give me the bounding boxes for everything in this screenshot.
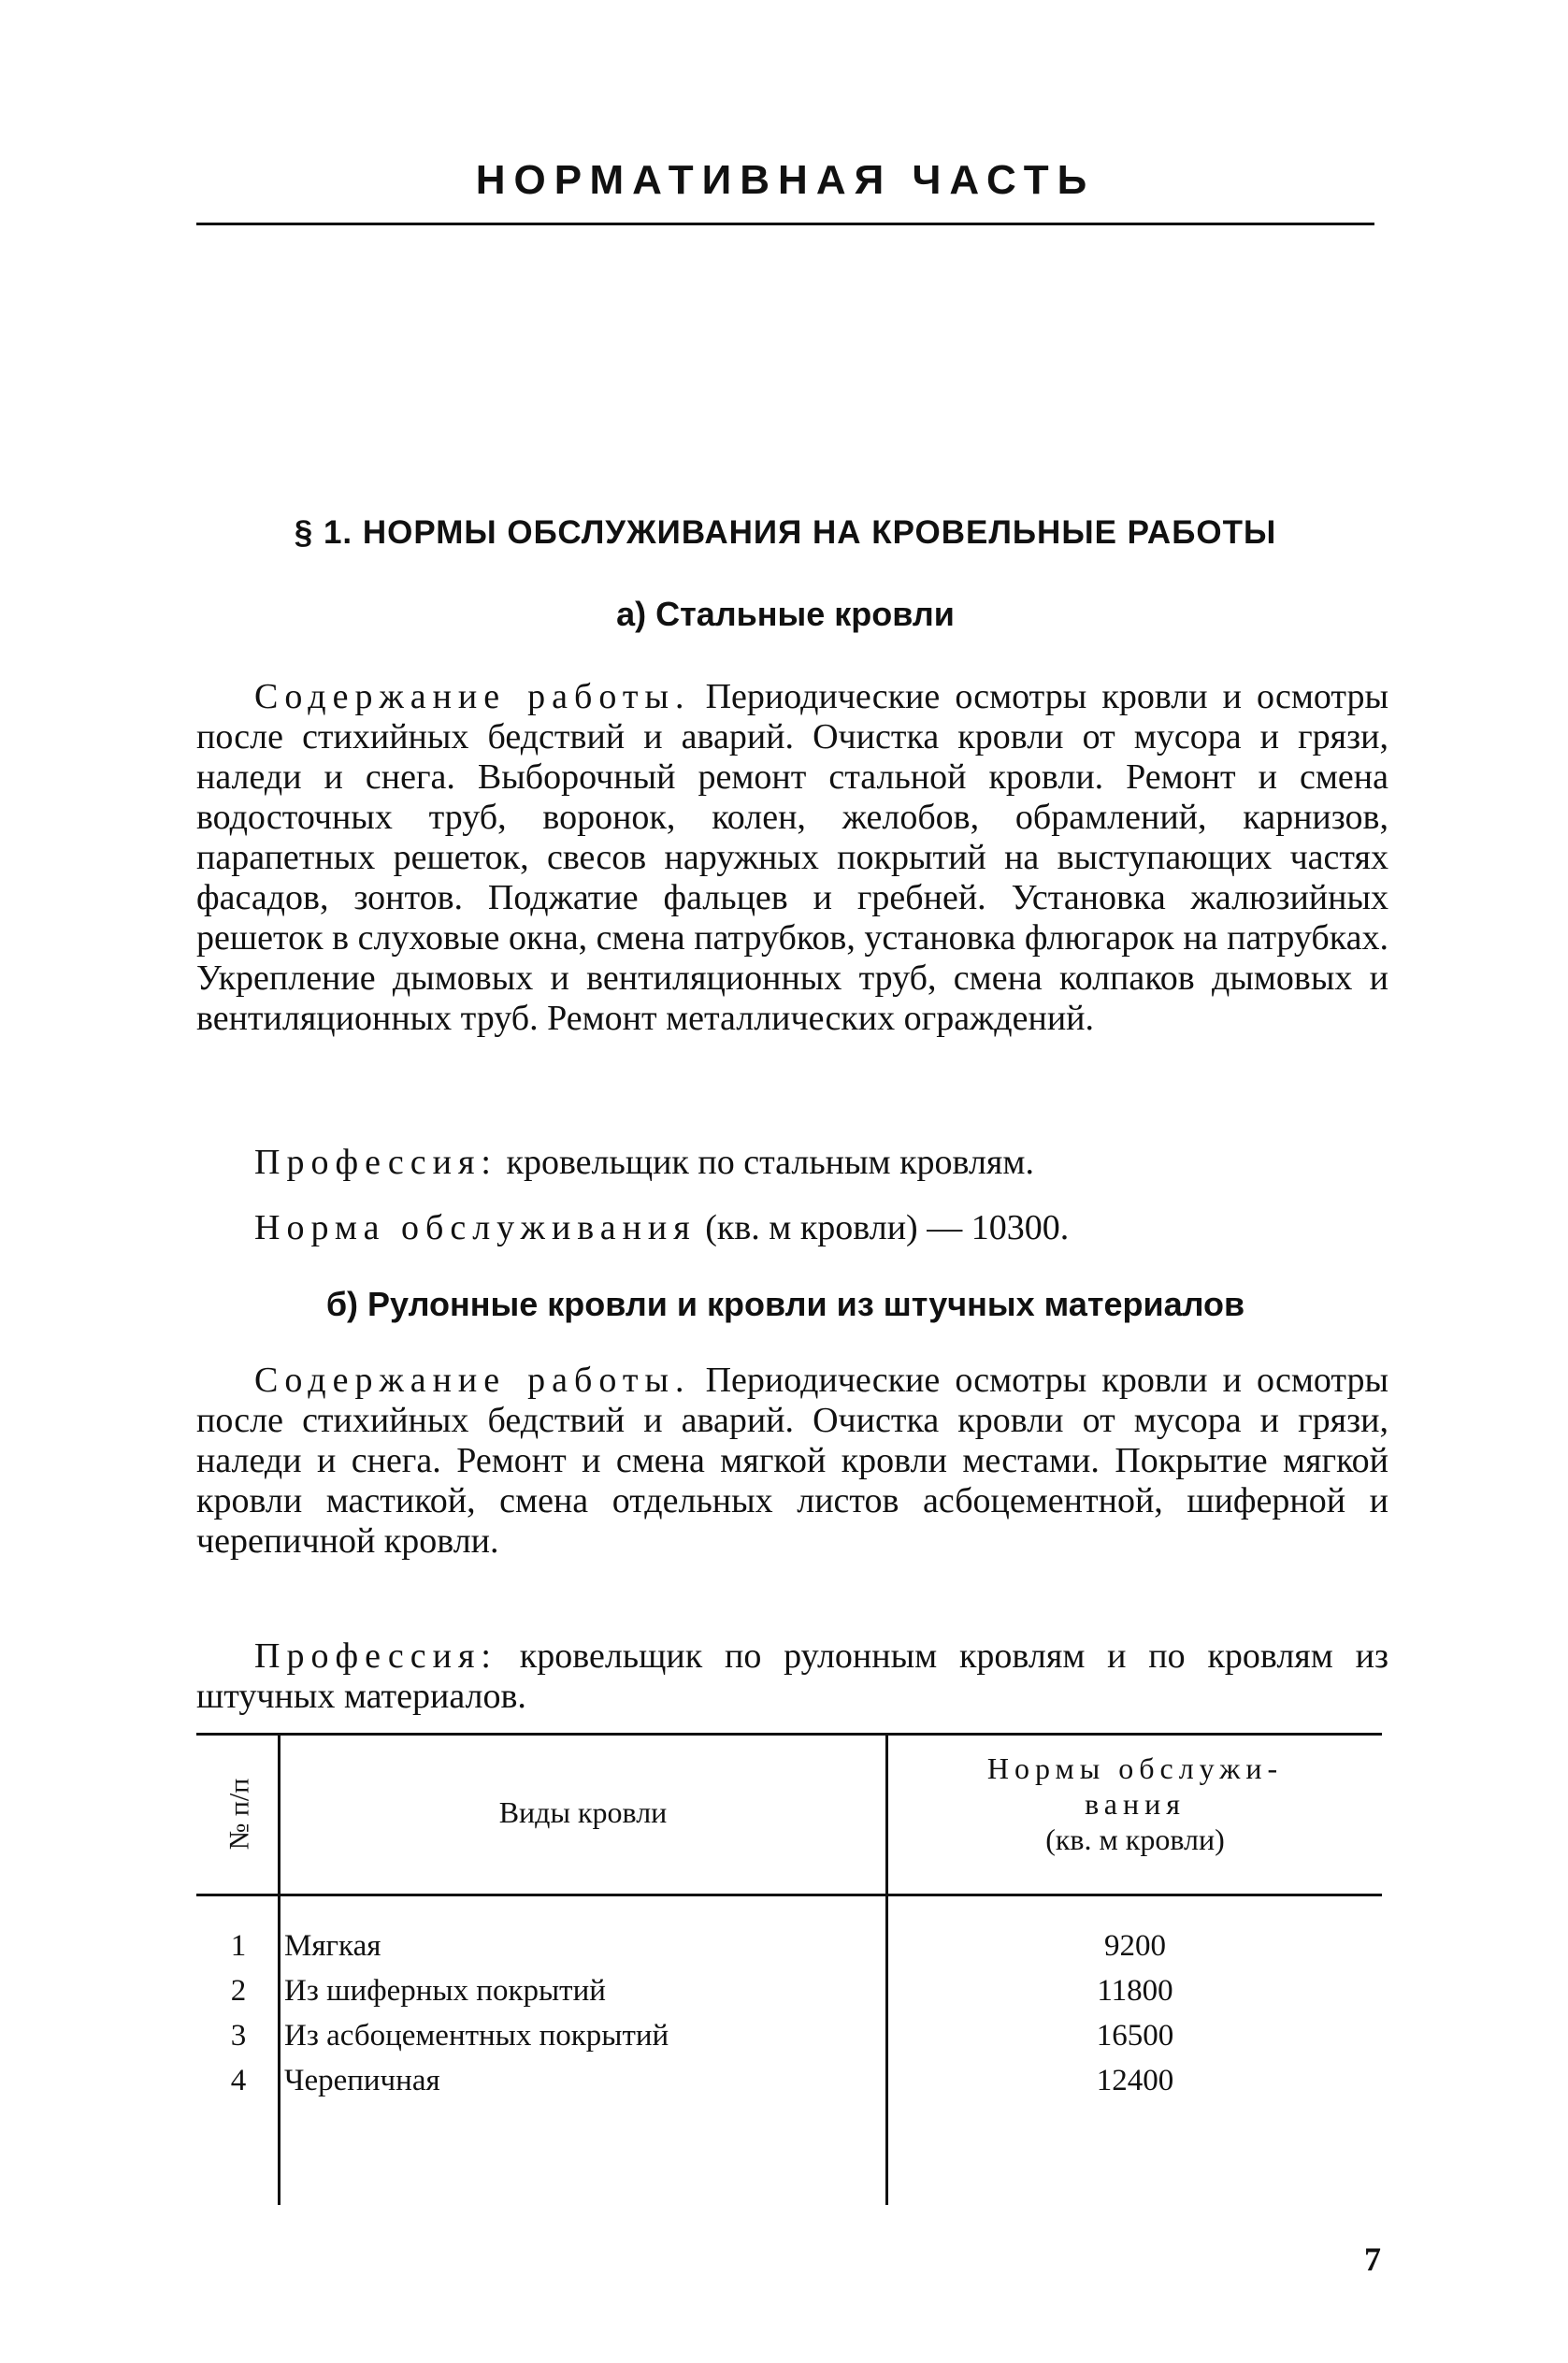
profession-label: Профессия: bbox=[254, 1636, 497, 1676]
table-header-rule bbox=[196, 1894, 1382, 1896]
profession-text: кровельщик по рулонным кровлям и по кровлям из штучных материалов. bbox=[196, 1636, 1388, 1716]
profession-label: Профессия: bbox=[254, 1143, 497, 1182]
row-number: 4 bbox=[230, 2064, 247, 2097]
subsection-a-profession-paragraph bbox=[196, 1143, 1388, 1183]
content-text: Периодические осмотры кровли и осмотры после стихийных бедствий и аварий. Очистка кровли от мусора и грязи, наледи и снега. Выборочный ремонт стальной кровли. Ремонт и смена водосточных труб, воронок, колен, желобов, обрамлений, карнизов, парапетных решеток, свесов наружных покрытий на выступающих частях фасадов, зонтов. Поджатие фальцев и гребней. Установка жалюзийных решеток в слуховые окна, смена патрубков, установка флюгарок на патрубках. Укрепление дымовых и вентиляционных труб, смена колпаков дымовых и вентиляционных труб. Ремонт металлических ограждений. bbox=[196, 677, 1388, 1038]
subsection-b-content-paragraph bbox=[196, 1361, 1388, 1562]
subsection-a-content-paragraph bbox=[196, 677, 1388, 1039]
subsection-b-profession-paragraph bbox=[196, 1636, 1388, 1717]
row-norm: 11800 bbox=[1097, 1974, 1173, 2008]
content-text: Периодические осмотры кровли и осмотры после стихийных бедствий и аварий. Очистка кровли от мусора и грязи, наледи и снега. Ремонт и смена мягкой кровли местами. Покрытие мягкой кровли мастикой, смена отдельных листов асбоцементной, шиферной и черепичной кровли. bbox=[196, 1361, 1388, 1561]
header-number bbox=[211, 1758, 267, 1870]
subsection-a-norm-paragraph bbox=[196, 1208, 1388, 1248]
row-norm: 9200 bbox=[1104, 1929, 1166, 1963]
subsection-b-title: б) Рулонные кровли и кровли из штучных материалов bbox=[325, 1285, 1245, 1323]
row-roof-type: Из шиферных покрытий bbox=[284, 1974, 606, 2008]
row-roof-type: Черепичная bbox=[284, 2064, 440, 2097]
norm-label: Норма обслуживания bbox=[254, 1208, 697, 1247]
header-norm-line: (кв. м кровли) bbox=[1045, 1823, 1225, 1856]
section-title: § 1. НОРМЫ ОБСЛУЖИВАНИЯ НА КРОВЕЛЬНЫЕ РАБОТЫ bbox=[294, 514, 1277, 551]
running-head: НОРМАТИВНАЯ ЧАСТЬ bbox=[475, 157, 1096, 203]
header-number-label: № п/п bbox=[223, 1778, 255, 1851]
running-head-rule bbox=[196, 223, 1374, 225]
header-roof-type: Виды кровли bbox=[498, 1795, 668, 1829]
header-service-norm bbox=[888, 1751, 1382, 1857]
row-norm: 12400 bbox=[1096, 2064, 1174, 2097]
table-row bbox=[196, 1929, 1382, 1972]
row-number: 3 bbox=[230, 2019, 247, 2053]
norm-text: (кв. м кровли) — 10300. bbox=[696, 1208, 1070, 1247]
table-row bbox=[196, 2064, 1382, 2107]
table-row bbox=[196, 2019, 1382, 2062]
row-number: 2 bbox=[230, 1974, 247, 2008]
row-roof-type: Мягкая bbox=[284, 1929, 381, 1963]
row-number: 1 bbox=[230, 1929, 247, 1963]
page-number: 7 bbox=[1364, 2241, 1381, 2278]
row-norm: 16500 bbox=[1096, 2019, 1174, 2053]
header-norm-line: Нормы обслужи- bbox=[986, 1751, 1284, 1785]
profession-text: кровельщик по стальным кровлям. bbox=[496, 1143, 1034, 1182]
content-label: Содержание работы. bbox=[254, 677, 691, 716]
header-norm-line: вания bbox=[1085, 1787, 1186, 1821]
table-row bbox=[196, 1974, 1382, 2017]
subsection-a-title: а) Стальные кровли bbox=[616, 595, 955, 633]
table-top-rule bbox=[196, 1733, 1382, 1736]
row-roof-type: Из асбоцементных покрытий bbox=[284, 2019, 669, 2053]
content-label: Содержание работы. bbox=[254, 1361, 691, 1400]
